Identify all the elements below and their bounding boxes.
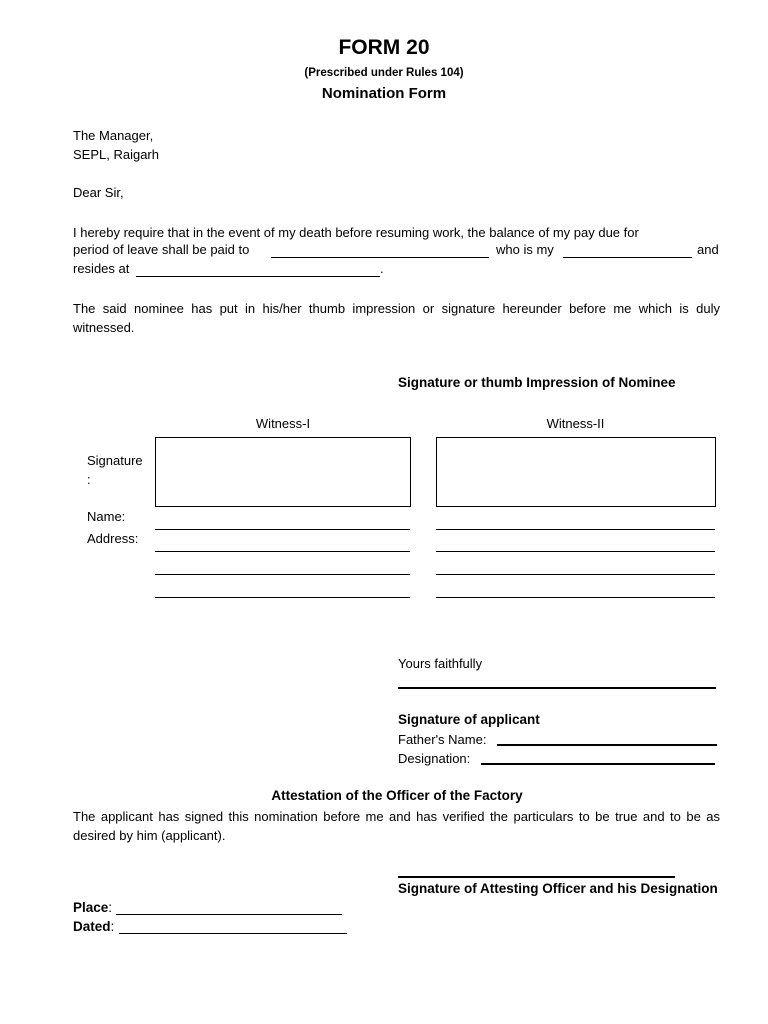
applicant-signature-label: Signature of applicant [398, 712, 540, 727]
place-label-text: Place [73, 900, 109, 915]
attestation-text: The applicant has signed this nomination before me and has verified the particulars to be true and to be as desired by him (applicant). [73, 809, 720, 843]
resides-at-label: resides at [73, 261, 130, 276]
nominee-signature-label: Signature or thumb Impression of Nominee [398, 375, 676, 390]
address-label: Address: [87, 531, 139, 546]
relation-label: who is my [496, 242, 554, 257]
witness-2-address-line-3[interactable] [436, 597, 715, 598]
nomination-paragraph-line-3 [73, 261, 720, 280]
applicant-signature-line[interactable] [398, 687, 716, 689]
witness-2-name-line[interactable] [436, 529, 715, 530]
nomination-paragraph-line-1: I hereby require that in the event of my death before resuming work, the balance of my pay due for [73, 225, 639, 240]
witness-1-name-line[interactable] [155, 529, 410, 530]
paid-to-label: period of leave shall be paid to [73, 242, 250, 257]
witness-1-heading: Witness-I [255, 416, 311, 431]
designation-label: Designation: [398, 751, 471, 766]
name-label: Name: [87, 509, 126, 524]
and-label: and [697, 242, 719, 257]
attestation-heading: Attestation of the Officer of the Factory [271, 788, 523, 803]
officer-signature-label: Signature of Attesting Officer and his Designation [398, 881, 718, 896]
place-label [73, 900, 112, 915]
address-line-1: The Manager, [73, 128, 154, 143]
place-line[interactable] [116, 914, 342, 915]
address-line-2: SEPL, Raigarh [73, 147, 159, 162]
witness-paragraph: The said nominee has put in his/her thumb impression or signature hereunder before me which is duly witnessed. [73, 301, 720, 335]
witness-2-address-line-1[interactable] [436, 551, 715, 552]
witness-1-signature-box[interactable] [155, 437, 411, 507]
nomination-paragraph-line-2 [73, 242, 720, 261]
signature-colon: : [87, 472, 91, 487]
dated-label-text: Dated [73, 919, 111, 934]
closing-text: Yours faithfully [398, 656, 483, 671]
signature-label: Signature [87, 453, 143, 468]
dated-label [73, 919, 114, 934]
form-subtitle: (Prescribed under Rules 104) [304, 67, 464, 79]
dated-colon: : [110, 919, 115, 934]
dated-line[interactable] [119, 933, 347, 934]
period-mark: . [380, 261, 384, 276]
form-title: FORM 20 [338, 36, 430, 59]
witness-2-heading: Witness-II [546, 416, 605, 431]
relationship-blank[interactable] [563, 244, 692, 258]
father-name-line[interactable] [497, 744, 717, 746]
designation-line[interactable] [481, 763, 715, 765]
residence-blank[interactable] [136, 263, 380, 277]
officer-signature-line[interactable] [398, 876, 675, 878]
salutation: Dear Sir, [73, 185, 124, 200]
witness-2-address-line-2[interactable] [436, 574, 715, 575]
witness-1-address-line-1[interactable] [155, 551, 410, 552]
witness-1-address-line-2[interactable] [155, 574, 410, 575]
nominee-name-blank[interactable] [271, 244, 489, 258]
place-colon: : [108, 900, 113, 915]
witness-2-signature-box[interactable] [436, 437, 716, 507]
witness-1-address-line-3[interactable] [155, 597, 410, 598]
form-name: Nomination Form [321, 85, 447, 102]
father-name-label: Father's Name: [398, 732, 487, 747]
